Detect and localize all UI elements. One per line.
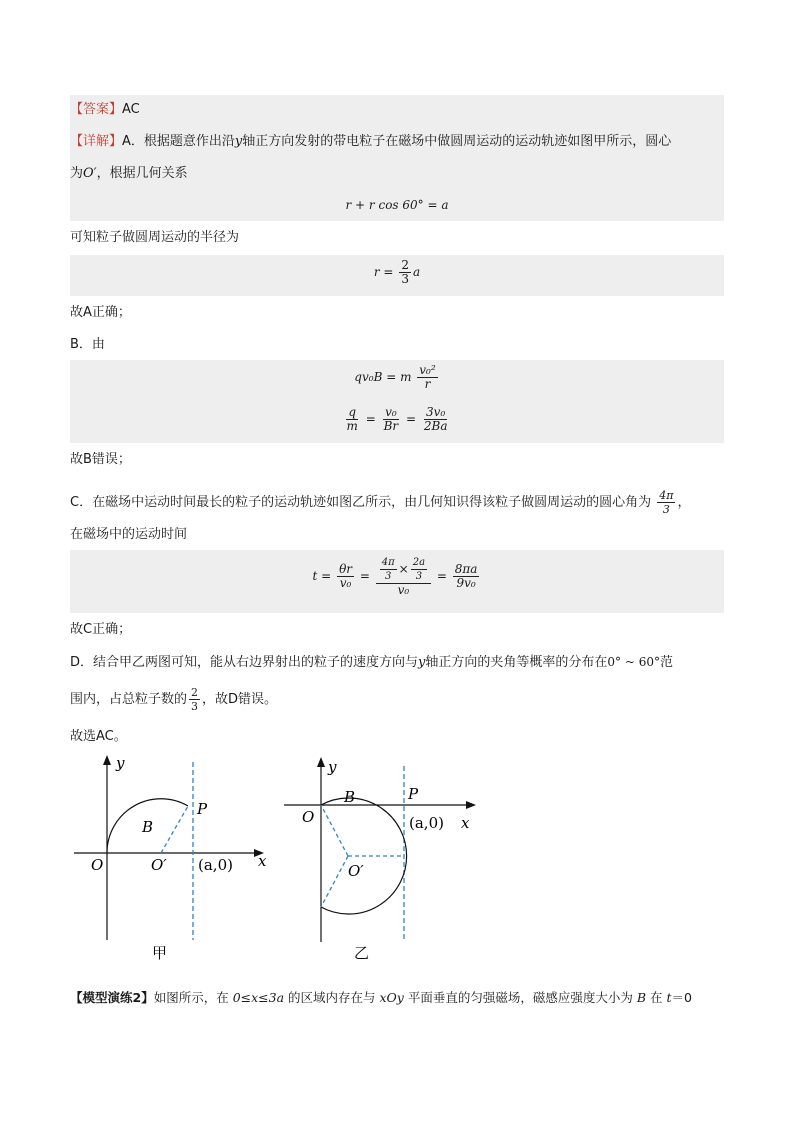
a-conclusion: 故A正确； [70,305,131,320]
eq5-times: × [398,562,409,576]
fig-a-x-label: x [258,852,267,870]
eq5-inner-frac-b [411,556,427,583]
eq2-lhs: r = [373,265,394,279]
d-y-axis: y [418,655,426,670]
fig-a-y-label: y [116,754,125,772]
c-comma: ， [677,495,691,510]
fig-b-Oprime-label: O′ [348,862,364,880]
detail-line-2 [70,164,730,184]
d-text-2a: 围内，占总粒子数的 [70,692,188,707]
eq5-fraction-2 [376,556,431,597]
detail-label: 【详解】 [70,134,123,149]
eq2-num: 2 [401,258,409,272]
fig-a-P-label: P [197,800,208,818]
fig-b-point-label: (a,0) [409,814,444,832]
radius-text: 可知粒子做圆周运动的半径为 [70,230,240,245]
fig-b-y-arrow [317,757,325,767]
fig-a-Oprime-label: O′ [151,856,167,874]
equation-4: $\frac{q}{m}$ = $\frac{\text{v₀}}{Br}$ = $\frac{\text{3v₀}}{2Ba}$ [346,405,448,433]
equation-3 [70,364,724,391]
fig-b-radius-1 [321,805,348,856]
detail-intro-rest: 轴正方向发射的带电粒子在磁场中做圆周运动的运动轨迹如图甲所示，圆心 [242,134,672,149]
eq4-f3-num: 3v₀ [426,405,446,419]
equation-5: t = $\frac{\theta r}{\text{v₀}}$ = $\frac{4\pi}{3}$ × $\frac{2a}{3}$ v₀ = $\frac{8\pi a}{\text{9v₀}}$ [312,557,478,597]
eq2-fraction [399,259,411,286]
exercise-label: 【模型演练2】 [70,990,154,1005]
d-text-1a: D．结合甲乙两图可知，能从右边界射出的粒子的速度方向与 [70,655,419,670]
eq5-inner-frac-a [380,556,397,583]
equation-1-row [70,196,724,218]
exercise-text-a: 如图所示，在 [153,990,233,1005]
eq4-f2-num: v₀ [385,405,397,419]
equation-2-box [70,255,724,296]
fig-b-B-label: B [344,788,356,806]
eq5-inner-b-den: 3 [415,571,423,582]
fig-a-point-label: (a,0) [198,856,233,874]
c-conclusion: 故C正确； [70,622,132,637]
exercise-text-c: 平面垂直的匀强磁场，磁感应强度大小为 [403,990,637,1005]
answer-label: 【答案】 [70,102,123,117]
eq4-fraction-3 [422,406,450,433]
d-text-2b: ，故D错误。 [202,692,278,707]
d-line-2 [70,686,730,713]
eq4-f1-num: q [348,405,357,419]
fig-a-B-label: B [142,818,154,836]
eq5-inner-b-num: 2a [412,557,426,568]
eq5-f2-den: v₀ [397,583,410,597]
eq3-lhs: qv₀B = m [354,370,412,384]
fig-b-y-label: y [328,758,337,776]
y-axis-symbol: y [234,134,243,149]
answer-line [70,100,730,120]
fig-a-radius [161,806,188,853]
eq2-var: a [412,265,421,279]
eq5-f3-num: 8πa [454,562,478,576]
fig-a-O-label: O [91,856,104,874]
exercise-text-b: 的区域内存在与 [284,990,380,1005]
equation-3-4-box [70,360,724,443]
eq5-fraction-1 [337,563,354,590]
exercise-t: t [666,990,672,1005]
eq4-f2-den: Br [383,419,399,433]
eq5-lhs: t = [312,569,332,583]
eq3-fraction [417,364,437,391]
exercise-text-e: ＝0 [671,990,692,1005]
c-text-1: C．在磁场中运动时间最长的粒子的运动轨迹如图乙所示，由几何知识得该粒子做圆周运动的圆心角为 [70,495,652,510]
equation-5-box [70,550,724,613]
c-line-1 [70,489,730,516]
d-text-1b: 轴正方向的夹角等概率的分布在 [425,655,608,670]
fig-a-y-arrow [103,755,111,765]
final-answer: 故选AC。 [70,729,127,744]
eq4-fraction-1 [345,406,360,433]
fig-a-caption: 甲 [152,944,168,962]
center-prefix: 为 [70,166,84,181]
d-line-1 [70,652,730,673]
answer-value: AC [122,102,140,117]
b-intro: B．由 [70,337,105,352]
equation-2 [70,259,724,286]
c-angle-den: 3 [662,503,670,516]
exercise-B: B [636,990,646,1005]
equation-1: r + r cos 60° = a [345,198,449,212]
exercise-range: 0≤x≤3a [232,990,285,1005]
eq5-f1-num: θr [339,562,353,576]
eq5-f1-den: v₀ [339,576,352,590]
fig-b-caption: 乙 [354,944,370,962]
c-angle-num: 4π [659,489,674,502]
fig-b-P-label: P [408,785,419,803]
center-suffix: ，根据几何关系 [96,166,188,181]
eq4-f3-den: 2Ba [423,419,448,433]
eq5-f3-den: 9v₀ [456,576,476,590]
d-fraction [189,686,200,713]
b-conclusion: 故B错误； [70,452,131,467]
center-symbol: O′ [83,166,97,181]
figure-b [278,752,488,967]
detail-line-1 [70,132,730,152]
eq5-compound-num [376,556,431,584]
eq4-f1-den: m [346,419,358,433]
eq2-den: 3 [401,272,409,286]
d-frac-den: 3 [191,700,199,713]
eq5-inner-a-num: 4π [381,557,395,568]
eq5-fraction-3 [453,563,480,590]
c-line-2: 在磁场中的运动时间 [70,527,188,542]
eq5-inner-a-den: 3 [385,571,392,582]
eq3-den: r [424,377,431,391]
exercise-plane: xOy [379,990,404,1005]
d-range: 0° ~ 60° [607,655,660,669]
eq4-fraction-2 [382,406,401,433]
eq3-num: v₀² [419,363,436,377]
exercise-text-d: 在 [646,990,667,1005]
exercise-line [70,988,730,1008]
fig-b-x-arrow [466,801,476,809]
detail-intro: A．根据题意作出沿 [122,134,235,149]
fig-b-x-label: x [461,814,470,832]
c-angle-fraction [657,489,675,516]
d-text-1c: 范 [659,655,673,670]
d-frac-num: 2 [191,686,199,699]
fig-b-radius-3 [321,856,348,907]
figure-a [70,752,280,967]
fig-b-O-label: O [302,808,315,826]
